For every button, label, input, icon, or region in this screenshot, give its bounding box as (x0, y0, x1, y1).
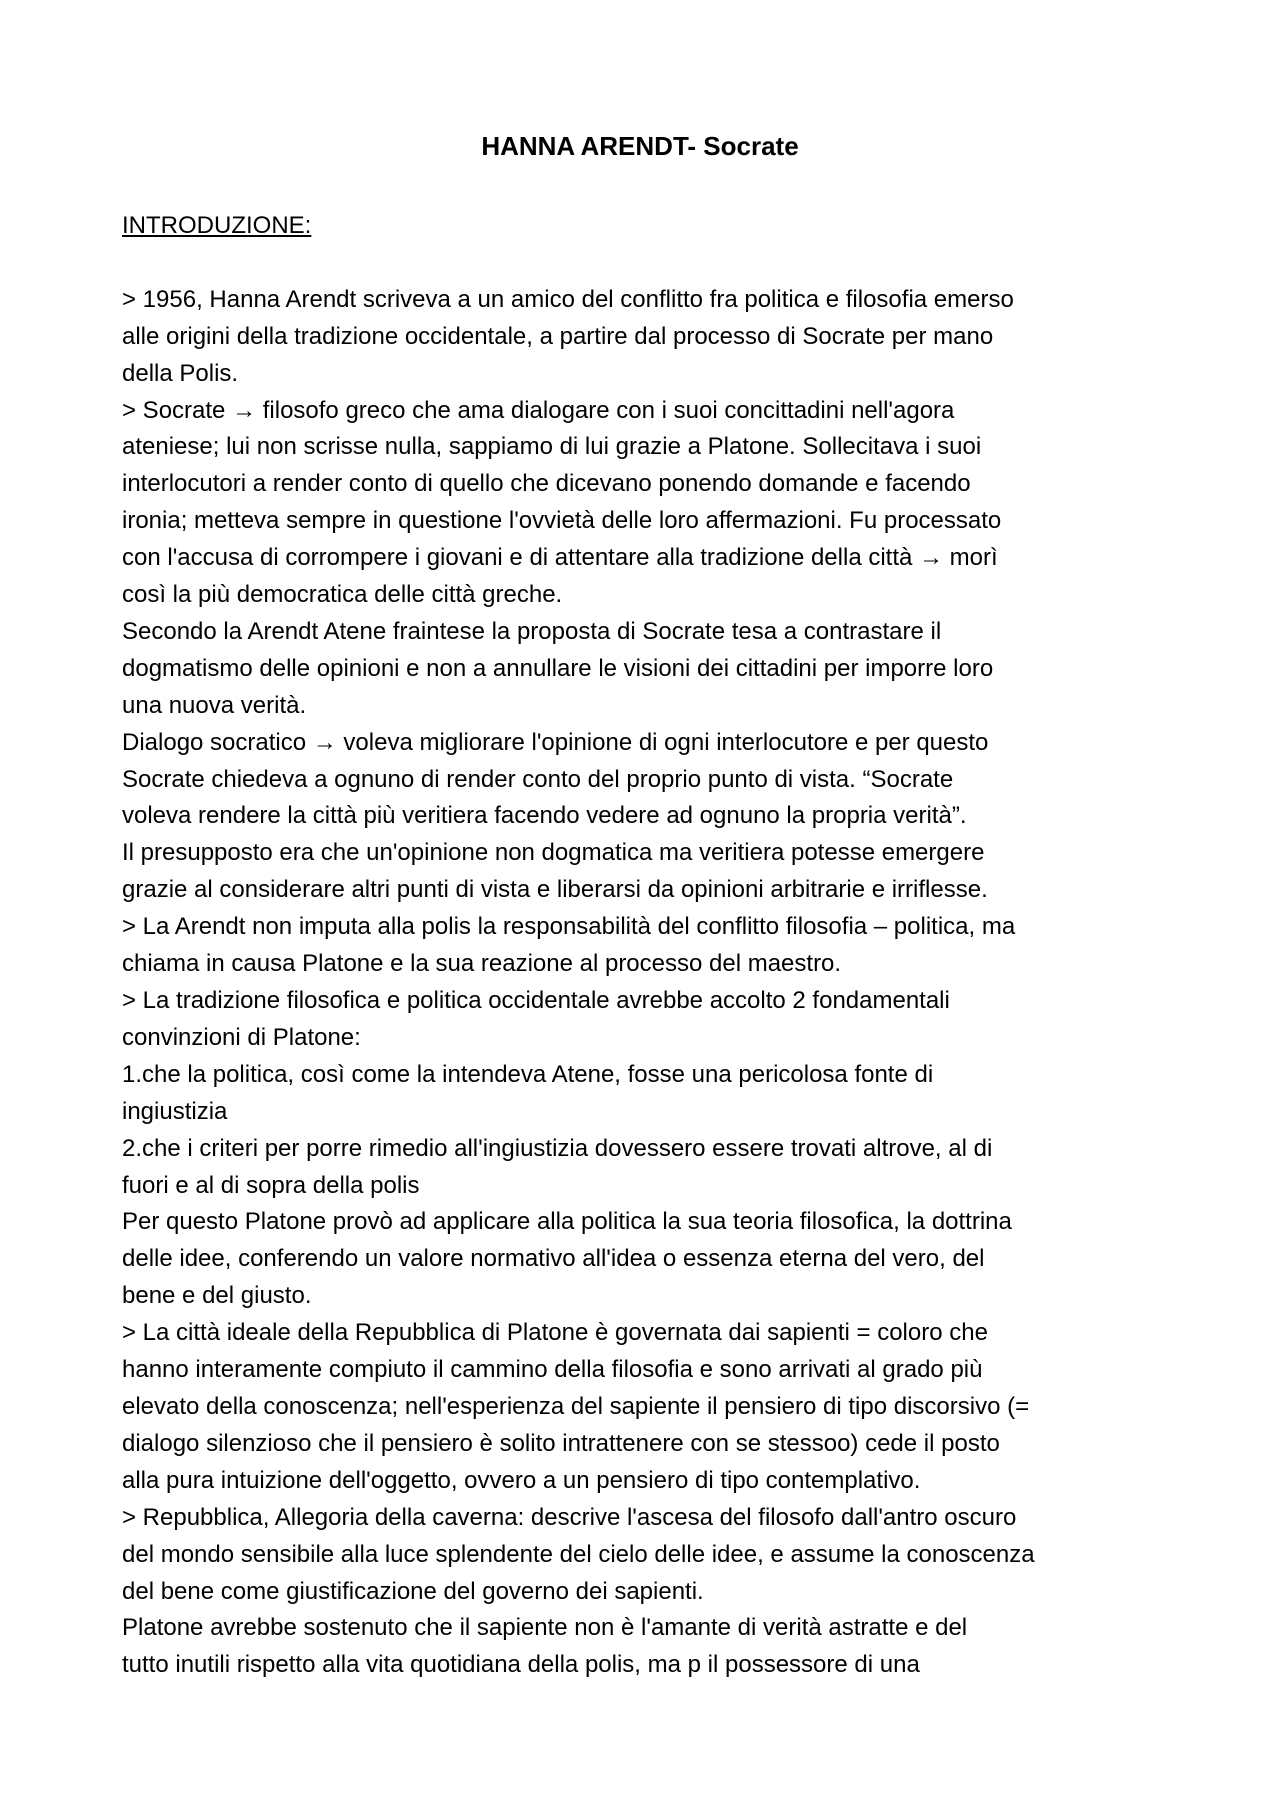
blank-line (122, 245, 1174, 282)
text-line: > La tradizione filosofica e politica occidentale avrebbe accolto 2 fondamentali (122, 987, 950, 1015)
text-line: chiama in causa Platone e la sua reazione al processo del maestro. (122, 950, 842, 978)
text-line: > La città ideale della Repubblica di Platone è governata dai sapienti = coloro che (122, 1319, 988, 1347)
text-line: Secondo la Arendt Atene fraintese la proposta di Socrate tesa a contrastare il (122, 617, 942, 645)
text-lines (122, 282, 1174, 1684)
text-line: della Polis. (122, 359, 239, 387)
text-line: grazie al considerare altri punti di vista e liberarsi da opinioni arbitrarie e irriflesse. (122, 876, 988, 904)
text-line: una nuova verità. (122, 691, 307, 719)
text-line: ateniese; lui non scrisse nulla, sappiamo di lui grazie a Platone. Sollecitava i suoi (122, 433, 982, 461)
text-line: del bene come giustificazione del governo dei sapienti. (122, 1577, 704, 1605)
text-line: convinzioni di Platone: (122, 1023, 361, 1051)
text-line: così la più democratica delle città greche. (122, 581, 563, 609)
text-line: alle origini della tradizione occidentale, a partire dal processo di Socrate per mano (122, 322, 994, 350)
text-line: Dialogo socratico → voleva migliorare l'opinione di ogni interlocutore e per questo (122, 728, 989, 756)
text-line: 2.che i criteri per porre rimedio all'ingiustizia dovessero essere trovati altrove, al di (122, 1134, 993, 1162)
text-line: tutto inutili rispetto alla vita quotidiana della polis, ma p il possessore di una (122, 1651, 920, 1679)
document-title: HANNA ARENDT- Socrate (481, 131, 799, 161)
text-line: alla pura intuizione dell'oggetto, ovvero a un pensiero di tipo contemplativo. (122, 1466, 921, 1494)
text-line: Il presupposto era che un'opinione non dogmatica ma veritiera potesse emergere (122, 839, 985, 867)
text-line: > Repubblica, Allegoria della caverna: descrive l'ascesa del filosofo dall'antro oscuro (122, 1503, 1017, 1531)
text-line: > La Arendt non imputa alla polis la responsabilità del conflitto filosofia – politica, ma (122, 913, 1016, 941)
text-line: Per questo Platone provò ad applicare alla politica la sua teoria filosofica, la dottrina (122, 1208, 1012, 1236)
text-line: fuori e al di sopra della polis (122, 1171, 420, 1199)
text-line: del mondo sensibile alla luce splendente del cielo delle idee, e assume la conoscenza (122, 1540, 1035, 1568)
text-line: elevato della conoscenza; nell'esperienza del sapiente il pensiero di tipo discorsivo (= (122, 1392, 1030, 1420)
text-line: voleva rendere la città più veritiera facendo vedere ad ognuno la propria verità”. (122, 802, 967, 830)
text-line: Socrate chiedeva a ognuno di render conto del proprio punto di vista. “Socrate (122, 765, 954, 793)
text-line: ingiustizia (122, 1097, 228, 1125)
text-line: Platone avrebbe sostenuto che il sapiente non è l'amante di verità astratte e del (122, 1614, 968, 1642)
text-line: bene e del giusto. (122, 1282, 312, 1310)
text-line: 1.che la politica, così come la intendeva Atene, fosse una pericolosa fonte di (122, 1060, 934, 1088)
text-line: delle idee, conferendo un valore normativo all'idea o essenza eterna del vero, del (122, 1245, 985, 1273)
text-line: interlocutori a render conto di quello che dicevano ponendo domande e facendo (122, 470, 971, 498)
section-heading: INTRODUZIONE: (122, 212, 312, 239)
text-line: > Socrate → filosofo greco che ama dialogare con i suoi concittadini nell'agora (122, 396, 955, 424)
text-line: con l'accusa di corrompere i giovani e di attentare alla tradizione della città → morì (122, 544, 998, 572)
text-line: hanno interamente compiuto il cammino della filosofia e sono arrivati al grado più (122, 1356, 983, 1384)
document-body (122, 208, 1174, 1684)
text-line: ironia; metteva sempre in questione l'ovvietà delle loro affermazioni. Fu processato (122, 507, 1002, 535)
text-line: dogmatismo delle opinioni e non a annullare le visioni dei cittadini per imporre loro (122, 654, 994, 682)
text-line: dialogo silenzioso che il pensiero è solito intrattenere con se stessoo) cede il posto (122, 1429, 1000, 1457)
text-line: > 1956, Hanna Arendt scriveva a un amico del conflitto fra politica e filosofia emerso (122, 285, 1014, 313)
